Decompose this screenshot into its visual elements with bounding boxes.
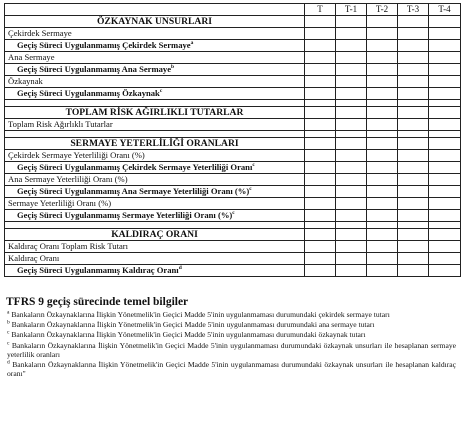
footnote-mark: a [7,309,10,316]
value-cell [398,107,429,119]
footnote-marker: c [232,210,235,217]
table-row [5,186,461,198]
section-header-row [5,107,461,119]
row-label-text: Çekirdek Sermaye Yeterliliği Oranı (%) [8,150,145,160]
value-cell [429,107,461,119]
footnotes-title: TFRS 9 geçiş sürecinde temel bilgiler [6,296,189,308]
value-cell [429,265,461,277]
table-row [5,64,461,76]
value-cell [305,265,336,277]
table-row [5,162,461,174]
footnote-text: Bankaların Özkaynaklarına İlişkin Yönetmelik'in Geçici Madde 5'inin uygulanmaması durumundaki özkaynak tutarı [11,330,366,340]
value-cell [305,253,336,265]
value-cell [305,222,336,229]
value-cell [429,88,461,100]
value-cell [367,150,398,162]
value-cell [367,64,398,76]
value-cell [305,198,336,210]
value-cell [367,52,398,64]
value-cell [367,222,398,229]
value-cell [398,222,429,229]
value-cell [398,174,429,186]
value-cell [336,107,367,119]
value-cell [367,76,398,88]
footnote-item [7,341,456,359]
value-cell [367,186,398,198]
value-cell [398,229,429,241]
value-cell [429,253,461,265]
value-cell [429,222,461,229]
value-cell [305,76,336,88]
value-cell [398,40,429,52]
row-label [5,119,305,131]
footnote-marker: c [159,88,163,95]
row-label [5,241,305,253]
value-cell [336,138,367,150]
footnote-text: Bankaların Özkaynaklarına İlişkin Yönetmelik'in Geçici Madde 5'inin uygulanmaması durumundaki özkaynak unsurları ile hesaplanan kaldıraç oranı" [7,360,456,379]
row-label-text: Kaldıraç Oranı [8,253,60,263]
value-cell [398,150,429,162]
row-label-text: Geçiş Süreci Uygulanmamış Çekirdek Sermaye [17,40,191,50]
value-cell [429,150,461,162]
value-cell [398,88,429,100]
row-label-text: Sermaye Yeterliliği Oranı (%) [8,198,112,208]
value-cell [336,28,367,40]
row-label-text: Toplam Risk Ağırlıklı Tutarlar [8,119,113,129]
value-cell [305,162,336,174]
footnote-item [7,320,456,329]
value-cell [367,88,398,100]
column-header: T-2 [367,4,398,16]
value-cell [367,241,398,253]
row-label-text: Geçiş Süreci Uygulanmamış Sermaye Yeterliliği Oranı (%) [17,210,233,220]
footnote-marker: d [178,265,182,272]
footnote-mark: d [7,359,10,366]
spacer-row [5,100,461,107]
header-blank-cell [5,4,305,16]
value-cell [336,16,367,28]
value-cell [336,52,367,64]
row-label-text: Çekirdek Sermaye [8,28,72,38]
footnote-item [7,330,456,339]
value-cell [336,186,367,198]
value-cell [367,119,398,131]
value-cell [398,210,429,222]
value-cell [429,64,461,76]
value-cell [305,150,336,162]
value-cell [367,40,398,52]
value-cell [367,100,398,107]
row-label [5,198,305,210]
row-label-text: Geçiş Süreci Uygulanmamış Ana Sermaye [17,64,172,74]
column-header: T-3 [398,4,429,16]
row-label [5,186,305,198]
section-header-row [5,138,461,150]
value-cell [336,119,367,131]
row-label [5,174,305,186]
value-cell [305,241,336,253]
footnote-mark: b [7,319,10,326]
value-cell [336,253,367,265]
value-cell [336,150,367,162]
column-header: T-4 [429,4,461,16]
value-cell [429,28,461,40]
value-cell [429,210,461,222]
section-title: ÖZKAYNAK UNSURLARI [5,16,305,28]
row-label [5,210,305,222]
footnote-mark: c [7,340,10,347]
value-cell [336,241,367,253]
value-cell [305,16,336,28]
value-cell [367,138,398,150]
value-cell [305,186,336,198]
row-label [5,253,305,265]
row-label-text: Ana Sermaye Yeterliliği Oranı (%) [8,174,128,184]
section-title: KALDIRAÇ ORANI [5,229,305,241]
value-cell [429,76,461,88]
value-cell [429,131,461,138]
value-cell [398,265,429,277]
value-cell [398,241,429,253]
footnote-text: Bankaların Özkaynaklarına İlişkin Yönetmelik'in Geçici Madde 5'inin uygulanmaması durumundaki özkaynak unsurları ile hesaplanan sermaye yeterlilik oranları [7,340,456,359]
value-cell [305,88,336,100]
table-row [5,28,461,40]
value-cell [398,253,429,265]
value-cell [305,52,336,64]
table-row [5,210,461,222]
section-header-row [5,16,461,28]
value-cell [305,210,336,222]
spacer-row [5,131,461,138]
value-cell [336,265,367,277]
value-cell [398,52,429,64]
value-cell [336,100,367,107]
value-cell [367,131,398,138]
row-label-text: Geçiş Süreci Uygulanmamış Özkaynak [17,88,160,98]
row-label-text: Geçiş Süreci Uygulanmamış Ana Sermaye Yeterliliği Oranı (%) [17,186,250,196]
value-cell [429,40,461,52]
value-cell [305,28,336,40]
footnote-mark: c [7,329,10,336]
value-cell [367,16,398,28]
row-label-text: Kaldıraç Oranı Toplam Risk Tutarı [8,241,129,251]
value-cell [429,186,461,198]
value-cell [367,174,398,186]
table-row [5,52,461,64]
table-row [5,88,461,100]
value-cell [398,162,429,174]
table-row [5,174,461,186]
value-cell [398,100,429,107]
value-cell [367,162,398,174]
column-header: T-1 [336,4,367,16]
footnote-item [7,310,456,319]
value-cell [398,131,429,138]
value-cell [336,162,367,174]
value-cell [367,107,398,119]
footnote-text: Bankaların Özkaynaklarına İlişkin Yönetmelik'in Geçici Madde 5'inin uygulanmaması durumundaki çekirdek sermaye tutarı [11,310,390,319]
footnote-marker: a [190,40,194,47]
table-row [5,253,461,265]
value-cell [305,64,336,76]
value-cell [336,64,367,76]
value-cell [398,198,429,210]
value-cell [398,64,429,76]
value-cell [336,174,367,186]
value-cell [367,265,398,277]
value-cell [305,40,336,52]
value-cell [305,174,336,186]
value-cell [398,119,429,131]
table-row [5,198,461,210]
row-label [5,88,305,100]
spacer-row [5,222,461,229]
value-cell [305,119,336,131]
value-cell [429,174,461,186]
row-label-text: Ana Sermaye [8,52,55,62]
value-cell [398,186,429,198]
section-header-row [5,229,461,241]
value-cell [429,100,461,107]
value-cell [398,138,429,150]
footnotes [4,296,456,379]
table-row [5,150,461,162]
value-cell [429,138,461,150]
table-row [5,40,461,52]
footnote-marker: c [249,186,252,193]
value-cell [367,210,398,222]
value-cell [367,198,398,210]
value-cell [336,210,367,222]
row-label [5,28,305,40]
value-cell [429,52,461,64]
row-label [5,40,305,52]
column-header: T [305,4,336,16]
value-cell [429,16,461,28]
value-cell [429,162,461,174]
value-cell [305,100,336,107]
value-cell [336,198,367,210]
footnote-text: Bankaların Özkaynaklarına İlişkin Yönetmelik'in Geçici Madde 5'inin uygulanmaması durumundaki ana sermaye tutarı [11,320,375,330]
value-cell [336,229,367,241]
row-label [5,265,305,277]
value-cell [336,131,367,138]
section-title: SERMAYE YETERLİLİĞİ ORANLARI [5,138,305,150]
row-label [5,52,305,64]
value-cell [429,198,461,210]
tfrs9-key-metrics-table [4,3,461,277]
value-cell [367,28,398,40]
row-label-text: Özkaynak [8,76,43,86]
row-label-text: Geçiş Süreci Uygulanmamış Kaldıraç Oranı [17,265,179,275]
value-cell [429,229,461,241]
row-label [5,76,305,88]
value-cell [429,119,461,131]
value-cell [367,229,398,241]
value-cell [398,28,429,40]
table-row [5,119,461,131]
value-cell [398,16,429,28]
row-label [5,150,305,162]
value-cell [336,222,367,229]
row-label-text: Geçiş Süreci Uygulanmamış Çekirdek Sermaye Yeterliliği Oranı [17,162,253,172]
value-cell [336,40,367,52]
footnote-marker: c [252,162,255,169]
value-cell [305,138,336,150]
table-row [5,265,461,277]
row-label [5,64,305,76]
value-cell [305,131,336,138]
footnote-item [7,360,456,378]
value-cell [305,229,336,241]
value-cell [336,88,367,100]
row-label [5,162,305,174]
value-cell [336,76,367,88]
table-row [5,76,461,88]
footnote-marker: b [171,64,175,71]
section-title: TOPLAM RİSK AĞIRLIKLI TUTARLAR [5,107,305,119]
table-row [5,241,461,253]
value-cell [367,253,398,265]
header-row [5,4,461,16]
value-cell [429,241,461,253]
value-cell [398,76,429,88]
value-cell [305,107,336,119]
